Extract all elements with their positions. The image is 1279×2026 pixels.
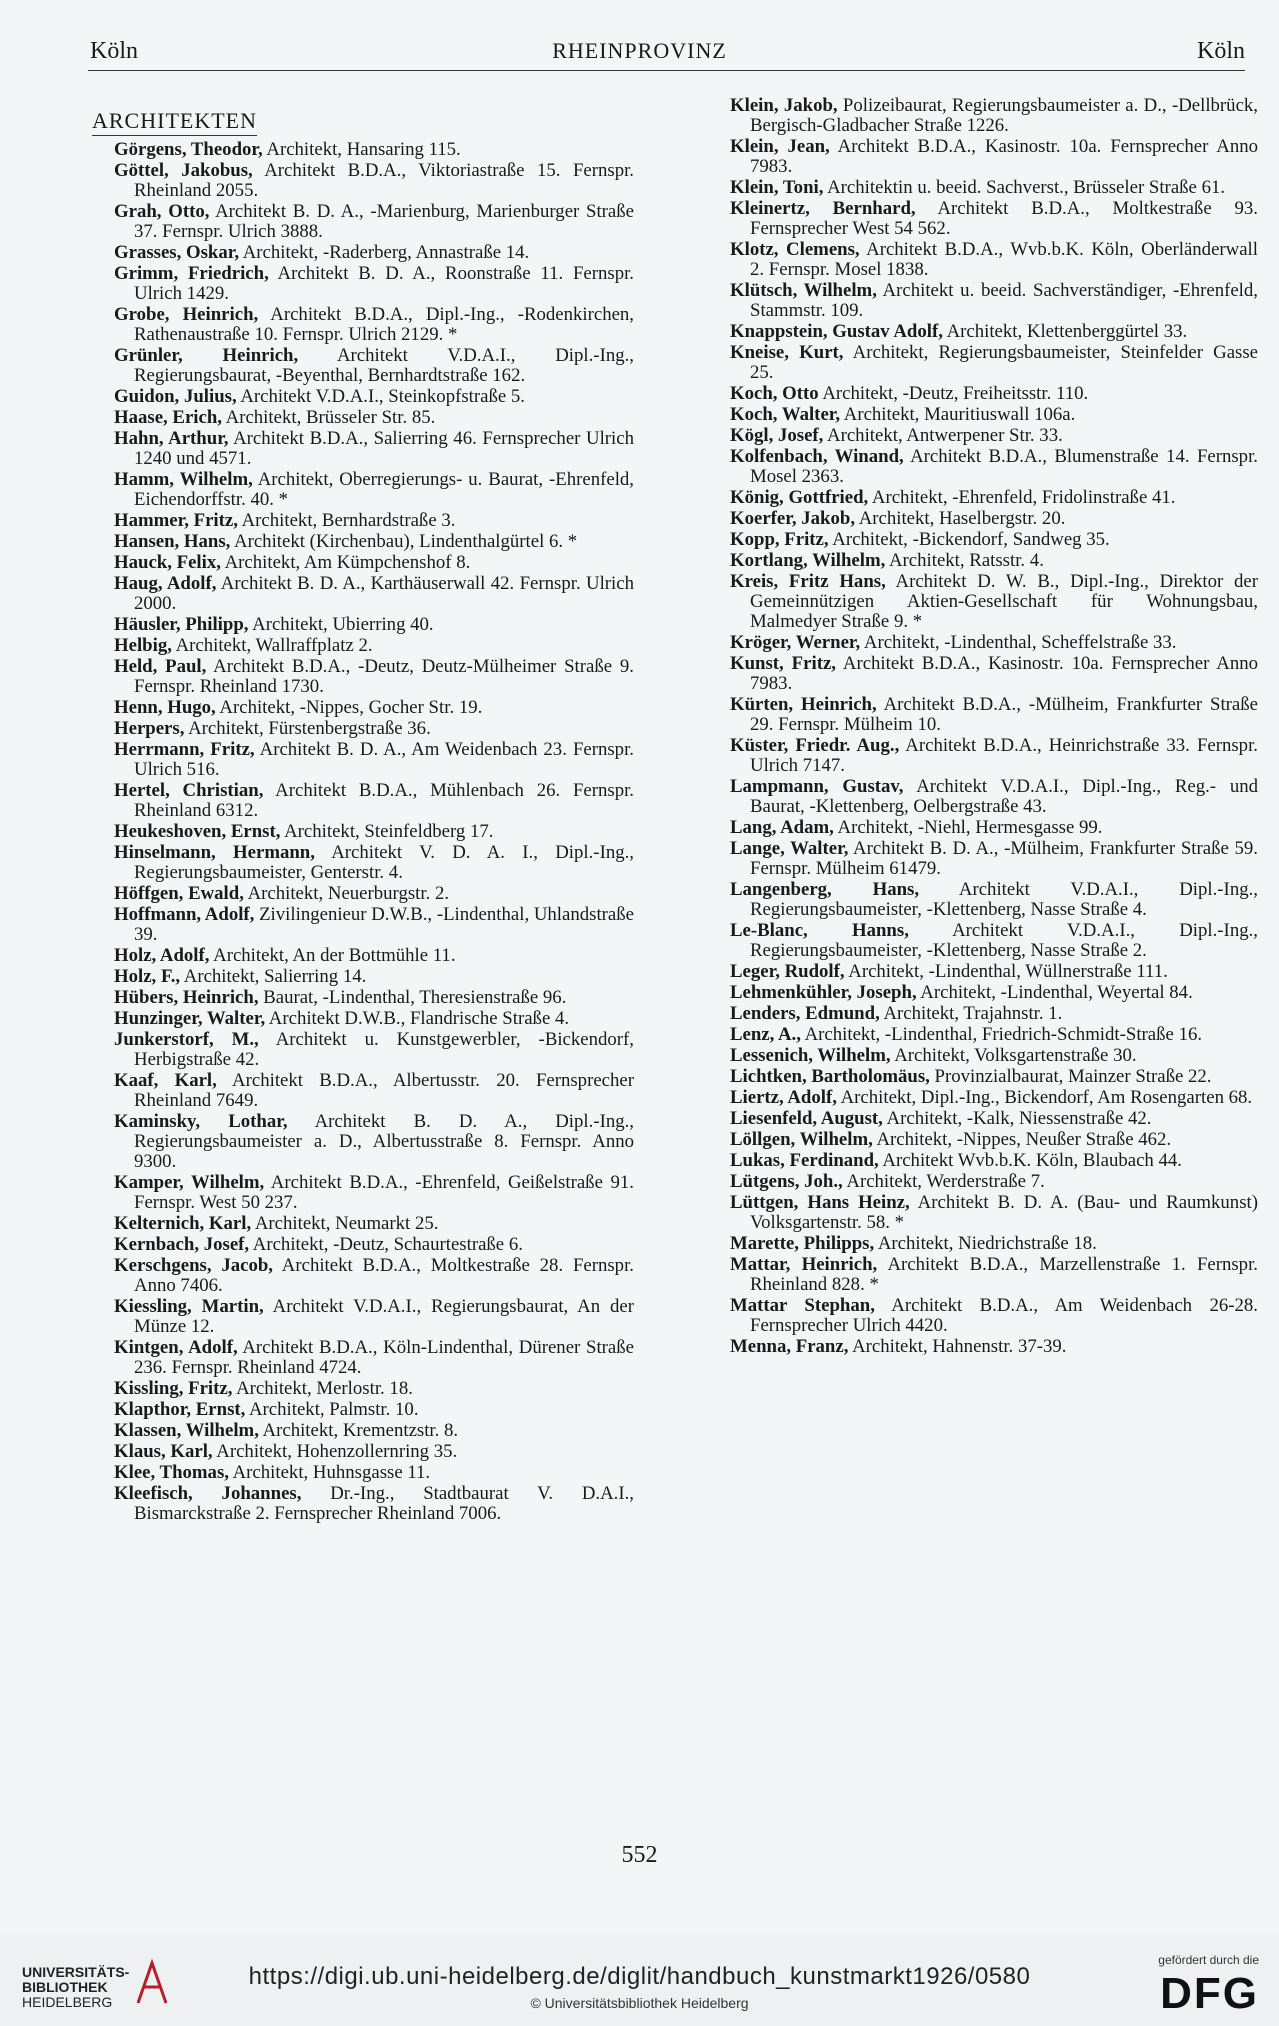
entry-details: Architekt D. W. B., Dipl.-Ing., Direktor der Gemeinnützigen Aktien-Gesellschaft für Wohnungsbau, Malmedyer Straße 9. * — [750, 571, 1258, 632]
entry-details: Architekt B.D.A., Mühlenbach 26. Fernspr. Rheinland 6312. — [134, 780, 634, 821]
entry-details: Architekt, An der Bottmühle 11. — [209, 945, 456, 966]
entry-details: Architekt B.D.A., Moltkestraße 28. Fernspr. Anno 7406. — [134, 1255, 634, 1296]
entry-name: Haug, Adolf, — [114, 573, 217, 594]
directory-entry — [114, 1484, 634, 1524]
entry-name: Lenders, Edmund, — [730, 1003, 880, 1024]
entry-details: Architekt B.D.A., Blumenstraße 14. Fernspr. Mosel 2363. — [750, 446, 1258, 487]
entry-details: Architekt B. D. A., Dipl.-Ing., Regierungsbaumeister a. D., Albertusstraße 8. Fernspr. Anno 9300. — [134, 1111, 634, 1172]
entry-name: Lampmann, Gustav, — [730, 776, 904, 797]
entry-name: Lange, Walter, — [730, 838, 849, 859]
entry-details: Architekt B.D.A., Kasinostr. 10a. Fernsprecher Anno 7983. — [750, 136, 1259, 177]
entry-details: Architekt, Palmstr. 10. — [245, 1399, 419, 1420]
directory-entry — [730, 1172, 1258, 1192]
entry-details: Architekt Wvb.b.K. Köln, Blaubach 44. — [878, 1150, 1182, 1171]
entry-name: Holz, Adolf, — [114, 945, 210, 966]
entry-details: Architekt B.D.A., -Ehrenfeld, Geißelstraße 91. Fernspr. West 50 237. — [134, 1172, 634, 1213]
directory-entry — [114, 1338, 634, 1378]
directory-entry — [730, 1088, 1258, 1108]
entry-details: Architekt V. D. A. I., Dipl.-Ing., Regierungsbaumeister, Genterstr. 4. — [134, 842, 634, 883]
entry-name: Höffgen, Ewald, — [114, 883, 244, 904]
entry-details: Architekt u. beeid. Sachverständiger, -Ehrenfeld, Stammstr. 109. — [750, 280, 1258, 321]
directory-entry — [730, 654, 1258, 694]
directory-entry — [730, 921, 1258, 961]
directory-entry — [114, 202, 634, 242]
directory-entry — [114, 636, 634, 656]
entry-name: Lütgens, Joh., — [730, 1171, 843, 1192]
entry-name: Görgens, Theodor, — [114, 139, 263, 160]
entry-details: Architekt, Neumarkt 25. — [251, 1213, 439, 1234]
entry-details: Architekt, -Bickendorf, Sandweg 35. — [828, 529, 1110, 550]
entry-name: Mattar Stephan, — [730, 1295, 875, 1316]
directory-entry — [730, 818, 1258, 838]
entry-details: Architekt V.D.A.I., Dipl.-Ing., Reg.- und Baurat, -Klettenberg, Oelbergstraße 43. — [750, 776, 1258, 817]
entry-details: Architekt (Kirchenbau), Lindenthalgürtel 6. * — [230, 531, 578, 552]
funding-label: gefördert durch die — [1158, 1953, 1259, 1967]
entry-details: Architekt B.D.A., Albertusstr. 20. Fernsprecher Rheinland 7649. — [134, 1070, 634, 1111]
entry-details: Architekt B.D.A., Viktoriastraße 15. Fernspr. Rheinland 2055. — [134, 160, 635, 201]
directory-entry — [114, 532, 634, 552]
directory-entry — [114, 988, 634, 1008]
running-header-right: Köln — [1197, 38, 1245, 64]
directory-entry — [730, 695, 1258, 735]
entry-name: Grünler, Heinrich, — [114, 345, 299, 366]
entry-name: Hunzinger, Walter, — [114, 1008, 266, 1029]
directory-entry — [114, 553, 634, 573]
entry-details: Architekt, Dipl.-Ing., Bickendorf, Am Rosengarten 68. — [836, 1087, 1253, 1108]
entry-details: Architekt B.D.A., Wvb.b.K. Köln, Oberländerwall 2. Fernspr. Mosel 1838. — [750, 239, 1258, 280]
directory-entry — [114, 884, 634, 904]
header-rule — [88, 70, 1245, 71]
directory-entry — [730, 178, 1258, 198]
entry-name: Klein, Jean, — [730, 136, 830, 157]
directory-entry — [730, 322, 1258, 342]
directory-entry — [114, 470, 634, 510]
library-name-line2: BIBLIOTHEK — [22, 1979, 108, 1995]
viewer-footer — [0, 1935, 1279, 2026]
entry-name: Grasses, Oskar, — [114, 242, 240, 263]
entry-name: Menna, Franz, — [730, 1336, 849, 1357]
entry-name: Löllgen, Wilhelm, — [730, 1129, 873, 1150]
entry-details: Architekt B.D.A., Kasinostr. 10a. Fernsprecher Anno 7983. — [750, 653, 1259, 694]
directory-entry — [730, 343, 1258, 383]
directory-entry — [114, 1442, 634, 1462]
directory-entry — [114, 657, 634, 697]
entry-name: Klütsch, Wilhelm, — [730, 280, 877, 301]
library-name-line1: UNIVERSITÄTS- — [22, 1964, 130, 1980]
entry-name: Klassen, Wilhelm, — [114, 1420, 259, 1441]
directory-entry — [114, 1112, 634, 1172]
entry-details: Architekt V.D.A.I., Dipl.-Ing., Regierungsbaumeister, -Klettenberg, Nasse Straße 4. — [750, 879, 1258, 920]
entry-name: Kögl, Josef, — [730, 425, 824, 446]
entry-details: Architekt B. D. A. (Bau- und Raumkunst) Volksgartenstr. 58. * — [750, 1192, 1258, 1233]
entry-name: Kaminsky, Lothar, — [114, 1111, 288, 1132]
directory-entry — [114, 1256, 634, 1296]
directory-entry — [114, 822, 634, 842]
entry-details: Architekt B.D.A., Marzellenstraße 1. Fernspr. Rheinland 828. * — [750, 1254, 1258, 1295]
entry-details: Architekt, -Lindenthal, Wüllnerstraße 111. — [844, 961, 1168, 982]
entry-name: Knappstein, Gustav Adolf, — [730, 321, 943, 342]
entry-details: Architekt, Fürstenbergstraße 36. — [184, 718, 431, 739]
page-number: 552 — [621, 1842, 658, 1868]
entry-details: Architekt B.D.A., Köln-Lindenthal, Dürener Straße 236. Fernspr. Rheinland 4724. — [134, 1337, 634, 1378]
entry-name: Liertz, Adolf, — [730, 1087, 837, 1108]
entry-details: Architekt, Salierring 14. — [180, 966, 367, 987]
entry-details: Architekt, Bernhardstraße 3. — [237, 510, 456, 531]
entry-details: Architekt B.D.A., Heinrichstraße 33. Fernspr. Ulrich 7147. — [750, 735, 1258, 776]
entry-name: Hauck, Felix, — [114, 552, 221, 573]
entry-details: Zivilingenieur D.W.B., -Lindenthal, Uhlandstraße 39. — [134, 904, 634, 945]
entry-name: Hammer, Fritz, — [114, 510, 238, 531]
directory-entry — [114, 740, 634, 780]
entry-details: Architekt, Hohenzollernring 35. — [212, 1441, 458, 1462]
entry-name: Klein, Toni, — [730, 177, 824, 198]
entry-details: Architekt, -Kalk, Niessenstraße 42. — [882, 1108, 1152, 1129]
entry-name: Kneise, Kurt, — [730, 342, 844, 363]
directory-entry — [114, 1463, 634, 1483]
directory-entry — [114, 161, 634, 201]
directory-entry — [114, 574, 634, 614]
entry-name: Grimm, Friedrich, — [114, 263, 269, 284]
entry-name: Koch, Otto — [730, 383, 819, 404]
entry-details: Architekt B. D. A., Am Weidenbach 23. Fernspr. Ulrich 516. — [134, 739, 634, 780]
entry-name: Lukas, Ferdinand, — [730, 1150, 879, 1171]
entry-details: Architekt, -Lindenthal, Friedrich-Schmidt-Straße 16. — [800, 1024, 1203, 1045]
directory-entry — [730, 509, 1258, 529]
entry-name: Hertel, Christian, — [114, 780, 264, 801]
entry-name: Hübers, Heinrich, — [114, 987, 259, 1008]
entry-name: Hoffmann, Adolf, — [114, 904, 255, 925]
entry-name: Herrmann, Fritz, — [114, 739, 255, 760]
entry-name: Koerfer, Jakob, — [730, 508, 856, 529]
directory-entry — [730, 1337, 1258, 1357]
entry-details: Architekt D.W.B., Flandrische Straße 4. — [265, 1008, 570, 1029]
directory-entry — [730, 777, 1258, 817]
directory-entry — [730, 281, 1258, 321]
entry-name: Klein, Jakob, — [730, 95, 838, 116]
directory-entry — [730, 1234, 1258, 1254]
entry-name: Klotz, Clemens, — [730, 239, 860, 260]
entry-details: Architekt B. D. A., Karthäuserwall 42. Fernspr. Ulrich 2000. — [134, 573, 634, 614]
entry-details: Architekt B.D.A., Moltkestraße 93. Fernsprecher West 54 562. — [750, 198, 1259, 239]
entry-details: Architekt, Klettenberggürtel 33. — [942, 321, 1188, 342]
directory-entry — [730, 1025, 1258, 1045]
entry-name: Leger, Rudolf, — [730, 961, 845, 982]
entry-details: Dr.-Ing., Stadtbaurat V. D.A.I., Bismarckstraße 2. Fernsprecher Rheinland 7006. — [134, 1483, 634, 1524]
entry-details: Architekt, Trajahnstr. 1. — [879, 1003, 1063, 1024]
directory-entry — [114, 905, 634, 945]
entry-details: Architekt, -Deutz, Schaurtestraße 6. — [249, 1234, 523, 1255]
directory-entry — [730, 405, 1258, 425]
entry-name: Lichtken, Bartholomäus, — [730, 1066, 930, 1087]
entry-details: Polizeibaurat, Regierungsbaumeister a. D., -Dellbrück, Bergisch-Gladbacher Straße 1226. — [750, 95, 1258, 136]
entry-details: Architekt, Steinfeldberg 17. — [280, 821, 494, 842]
entry-name: Haase, Erich, — [114, 407, 222, 428]
directory-entry — [730, 1046, 1258, 1066]
entry-name: Hahn, Arthur, — [114, 428, 229, 449]
directory-entry — [114, 698, 634, 718]
entry-details: Architekt B. D. A., -Marienburg, Marienburger Straße 37. Fernspr. Ulrich 3888. — [134, 201, 634, 242]
entry-name: Grah, Otto, — [114, 201, 210, 222]
left-column — [114, 140, 634, 1525]
entry-details: Architekt, Ratsstr. 4. — [885, 550, 1044, 571]
directory-entry — [114, 1071, 634, 1111]
directory-entry — [730, 1109, 1258, 1129]
directory-entry — [730, 1151, 1258, 1171]
entry-details: Provinzialbaurat, Mainzer Straße 22. — [929, 1066, 1212, 1087]
directory-entry — [114, 140, 634, 160]
entry-name: Kröger, Werner, — [730, 632, 861, 653]
entry-name: Kernbach, Josef, — [114, 1234, 250, 1255]
directory-entry — [114, 1030, 634, 1070]
directory-entry — [114, 1214, 634, 1234]
directory-entry — [114, 346, 634, 386]
directory-entry — [730, 1193, 1258, 1233]
entry-details: Architekt, Niedrichstraße 18. — [874, 1233, 1097, 1254]
directory-entry — [114, 1379, 634, 1399]
entry-name: Kiessling, Martin, — [114, 1296, 264, 1317]
entry-name: Göttel, Jakobus, — [114, 160, 253, 181]
directory-entry — [114, 946, 634, 966]
entry-details: Architekt, -Lindenthal, Weyertal 84. — [916, 982, 1193, 1003]
entry-name: Helbig, — [114, 635, 172, 656]
entry-details: Architekt, Neuerburgstr. 2. — [243, 883, 450, 904]
entry-name: Kintgen, Adolf, — [114, 1337, 238, 1358]
directory-entry — [730, 199, 1258, 239]
entry-name: Kleinertz, Bernhard, — [730, 198, 916, 219]
entry-details: Architekt B. D. A., Roonstraße 11. Fernspr. Ulrich 1429. — [134, 263, 634, 304]
directory-entry — [114, 1297, 634, 1337]
entry-name: Junkerstorf, M., — [114, 1029, 259, 1050]
entry-name: König, Gottfried, — [730, 487, 869, 508]
directory-entry — [114, 1173, 634, 1213]
directory-entry — [730, 1296, 1258, 1336]
entry-details: Architekt, Krementzstr. 8. — [258, 1420, 459, 1441]
directory-entry — [114, 429, 634, 469]
entry-details: Architekt, Antwerpener Str. 33. — [823, 425, 1063, 446]
entry-details: Architekt, Huhnsgasse 11. — [228, 1462, 431, 1483]
entry-details: Architekt u. Kunstgewerbler, -Bickendorf, Herbigstraße 42. — [134, 1029, 634, 1070]
entry-details: Architekt, -Lindenthal, Scheffelstraße 33. — [860, 632, 1177, 653]
entry-details: Architekt, Volksgartenstraße 30. — [890, 1045, 1137, 1066]
directory-entry — [114, 305, 634, 345]
entry-details: Architekt, Ubierring 40. — [248, 614, 434, 635]
entry-name: Holz, F., — [114, 966, 181, 987]
section-title: ARCHITEKTEN — [92, 108, 257, 136]
entry-details: Architekt, -Nippes, Gocher Str. 19. — [215, 697, 483, 718]
right-column — [730, 96, 1258, 1358]
running-header-left: Köln — [90, 38, 138, 64]
entry-name: Kolfenbach, Winand, — [730, 446, 904, 467]
directory-entry — [114, 1421, 634, 1441]
entry-name: Marette, Philipps, — [730, 1233, 875, 1254]
entry-details: Architekt B.D.A., Am Weidenbach 26-28. Fernsprecher Ulrich 4420. — [750, 1295, 1258, 1336]
directory-entry — [730, 551, 1258, 571]
directory-entry — [730, 572, 1258, 632]
entry-name: Küster, Friedr. Aug., — [730, 735, 900, 756]
entry-name: Kürten, Heinrich, — [730, 694, 877, 715]
entry-name: Grobe, Heinrich, — [114, 304, 259, 325]
directory-entry — [114, 243, 634, 263]
directory-entry — [730, 1067, 1258, 1087]
entry-details: Architekt, Brüsseler Str. 85. — [221, 407, 436, 428]
entry-name: Klee, Thomas, — [114, 1462, 229, 1483]
entry-details: Architekt V.D.A.I., Regierungsbaurat, An der Münze 12. — [134, 1296, 634, 1337]
directory-entry — [114, 967, 634, 987]
entry-name: Kopp, Fritz, — [730, 529, 829, 550]
directory-entry — [114, 719, 634, 739]
entry-name: Lang, Adam, — [730, 817, 834, 838]
entry-details: Architekt B.D.A., -Mülheim, Frankfurter Straße 29. Fernspr. Mülheim 10. — [750, 694, 1258, 735]
directory-entry — [730, 962, 1258, 982]
directory-entry — [730, 384, 1258, 404]
entry-name: Kaaf, Karl, — [114, 1070, 217, 1091]
directory-entry — [730, 839, 1258, 879]
directory-entry — [114, 1009, 634, 1029]
directory-entry — [114, 387, 634, 407]
copyright-notice: © Universitätsbibliothek Heidelberg — [530, 1995, 749, 2011]
entry-name: Kissling, Fritz, — [114, 1378, 233, 1399]
entry-details: Architekt B.D.A., Salierring 46. Fernsprecher Ulrich 1240 und 4571. — [134, 428, 634, 469]
entry-name: Kunst, Fritz, — [730, 653, 836, 674]
entry-details: Architekt, Regierungsbaumeister, Steinfelder Gasse 25. — [750, 342, 1259, 383]
entry-name: Lessenich, Wilhelm, — [730, 1045, 891, 1066]
entry-name: Kelternich, Karl, — [114, 1213, 252, 1234]
entry-details: Architekt, Wallraffplatz 2. — [171, 635, 373, 656]
directory-entry — [730, 736, 1258, 776]
entry-name: Kortlang, Wilhelm, — [730, 550, 886, 571]
directory-entry — [114, 408, 634, 428]
directory-entry — [730, 240, 1258, 280]
entry-name: Kreis, Fritz Hans, — [730, 571, 886, 592]
entry-name: Hansen, Hans, — [114, 531, 231, 552]
entry-details: Architekt, -Niehl, Hermesgasse 99. — [833, 817, 1103, 838]
directory-entry — [114, 511, 634, 531]
permalink-url[interactable]: https://digi.ub.uni-heidelberg.de/diglit/handbuch_kunstmarkt1926/0580 — [248, 1963, 1031, 1990]
entry-details: Architekt B. D. A., -Mülheim, Frankfurter Straße 59. Fernspr. Mülheim 61479. — [750, 838, 1258, 879]
entry-name: Kerschgens, Jacob, — [114, 1255, 274, 1276]
directory-entry — [114, 264, 634, 304]
entry-details: Architekt, Werderstraße 7. — [842, 1171, 1045, 1192]
directory-entry — [730, 137, 1258, 177]
directory-entry — [730, 1130, 1258, 1150]
entry-name: Mattar, Heinrich, — [730, 1254, 878, 1275]
entry-name: Klaus, Karl, — [114, 1441, 213, 1462]
directory-entry — [730, 488, 1258, 508]
entry-name: Lehmenkühler, Joseph, — [730, 982, 917, 1003]
directory-entry — [114, 1235, 634, 1255]
entry-name: Hinselmann, Hermann, — [114, 842, 315, 863]
directory-entry — [730, 447, 1258, 487]
entry-details: Architekt, Mauritiuswall 106a. — [840, 404, 1076, 425]
directory-entry — [730, 983, 1258, 1003]
entry-details: Architekt, Am Kümpchenshof 8. — [220, 552, 471, 573]
entry-details: Architekt, Haselbergstr. 20. — [855, 508, 1066, 529]
entry-details: Architekt, Merlostr. 18. — [232, 1378, 413, 1399]
entry-name: Herpers, — [114, 718, 185, 739]
directory-entry — [730, 96, 1258, 136]
entry-name: Kamper, Wilhelm, — [114, 1172, 265, 1193]
entry-name: Koch, Walter, — [730, 404, 841, 425]
entry-name: Lüttgen, Hans Heinz, — [730, 1192, 910, 1213]
entry-details: Architektin u. beeid. Sachverst., Brüsseler Straße 61. — [823, 177, 1226, 198]
entry-details: Architekt V.D.A.I., Steinkopfstraße 5. — [236, 386, 525, 407]
directory-entry — [730, 530, 1258, 550]
entry-details: Architekt B.D.A., Dipl.-Ing., -Rodenkirchen, Rathenaustraße 10. Fernspr. Ulrich 2129. * — [134, 304, 635, 345]
entry-details: Baurat, -Lindenthal, Theresienstraße 96. — [258, 987, 567, 1008]
directory-entry — [114, 1400, 634, 1420]
directory-entry — [114, 843, 634, 883]
entry-name: Henn, Hugo, — [114, 697, 216, 718]
running-header-title: RHEINPROVINZ — [552, 38, 727, 63]
directory-entry — [114, 781, 634, 821]
directory-entry — [730, 1255, 1258, 1295]
entry-name: Langenberg, Hans, — [730, 879, 920, 900]
entry-details: Architekt, Hahnenstr. 37-39. — [848, 1336, 1067, 1357]
entry-name: Hamm, Wilhelm, — [114, 469, 253, 490]
directory-entry — [730, 880, 1258, 920]
dfg-logo: DFG — [1160, 1969, 1259, 2018]
entry-name: Häusler, Philipp, — [114, 614, 249, 635]
entry-details: Architekt, -Nippes, Neußer Straße 462. — [872, 1129, 1172, 1150]
entry-details: Architekt, -Ehrenfeld, Fridolinstraße 41. — [868, 487, 1176, 508]
directory-entry — [114, 615, 634, 635]
entry-details: Architekt, -Raderberg, Annastraße 14. — [239, 242, 530, 263]
entry-details: Architekt, Hansaring 115. — [262, 139, 461, 160]
entry-name: Kleefisch, Johannes, — [114, 1483, 302, 1504]
entry-name: Liesenfeld, August, — [730, 1108, 883, 1129]
entry-details: Architekt, -Deutz, Freiheitsstr. 110. — [818, 383, 1089, 404]
entry-details: Architekt V.D.A.I., Dipl.-Ing., Regierungsbaumeister, -Klettenberg, Nasse Straße 2. — [750, 920, 1258, 961]
entry-name: Klapthor, Ernst, — [114, 1399, 246, 1420]
directory-entry — [730, 426, 1258, 446]
entry-name: Le-Blanc, Hanns, — [730, 920, 909, 941]
entry-details: Architekt B.D.A., -Deutz, Deutz-Mülheimer Straße 9. Fernspr. Rheinland 1730. — [134, 656, 634, 697]
entry-name: Heukeshoven, Ernst, — [114, 821, 281, 842]
library-name-line3: HEIDELBERG — [22, 1994, 113, 2010]
directory-entry — [730, 633, 1258, 653]
entry-name: Held, Paul, — [114, 656, 207, 677]
entry-name: Lenz, A., — [730, 1024, 801, 1045]
entry-details: Architekt, Oberregierungs- u. Baurat, -Ehrenfeld, Eichendorffstr. 40. * — [134, 469, 635, 510]
directory-entry — [730, 1004, 1258, 1024]
entry-name: Guidon, Julius, — [114, 386, 237, 407]
entry-details: Architekt V.D.A.I., Dipl.-Ing., Regierungsbaurat, -Beyenthal, Bernhardtstraße 162. — [134, 345, 634, 386]
